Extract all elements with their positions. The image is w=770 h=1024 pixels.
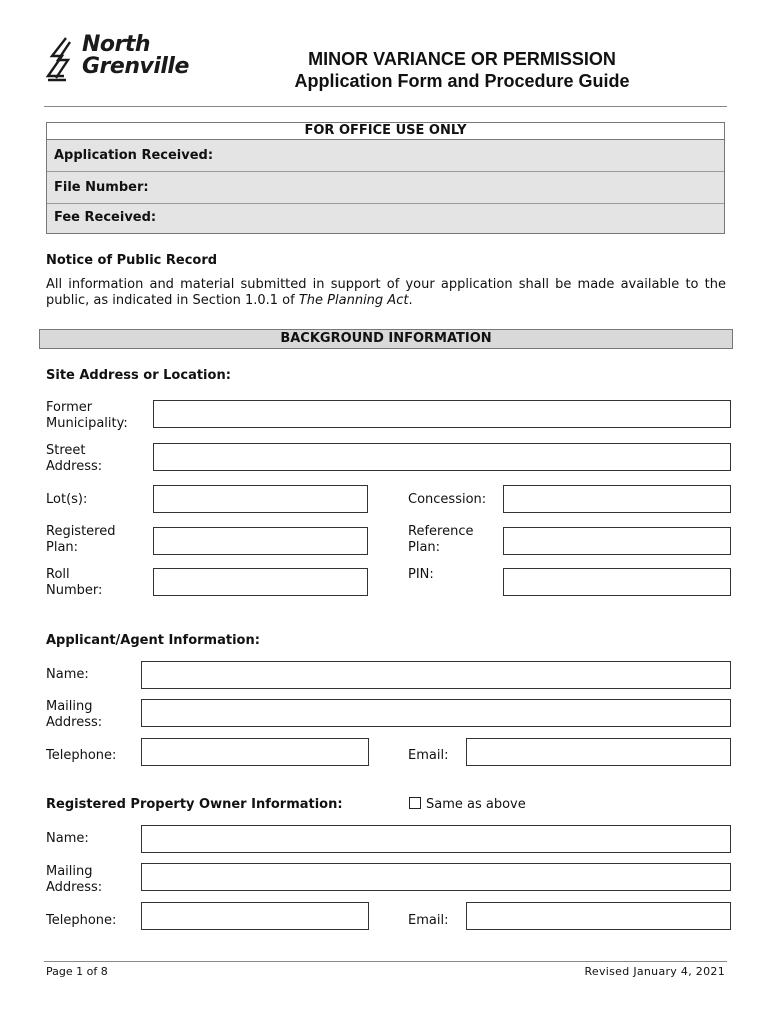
registered-plan-label-line2: Plan:	[46, 540, 79, 555]
applicant-heading: Applicant/Agent Information:	[46, 633, 260, 648]
roll-number-label	[46, 567, 102, 599]
same-as-above-checkbox[interactable]	[409, 797, 421, 809]
owner-mailing-address-input[interactable]	[141, 863, 731, 891]
applicant-name-input[interactable]	[141, 661, 731, 689]
roll-number-label-line2: Number:	[46, 583, 103, 598]
applicant-telephone-label: Telephone:	[46, 748, 117, 763]
page-number: Page 1 of 8	[46, 965, 108, 978]
applicant-email-input[interactable]	[466, 738, 731, 766]
street-address-label-line2: Address:	[46, 459, 103, 474]
logo-text-grenville: Grenville	[82, 54, 189, 79]
revision-date: Revised January 4, 2021	[584, 965, 725, 978]
lots-input[interactable]	[153, 485, 368, 513]
logo-mark-icon	[44, 36, 78, 88]
owner-telephone-input[interactable]	[141, 902, 369, 930]
owner-heading: Registered Property Owner Information:	[46, 797, 343, 812]
owner-mailing-label-line1: Mailing	[46, 864, 93, 879]
applicant-telephone-input[interactable]	[141, 738, 369, 766]
owner-name-label: Name:	[46, 831, 89, 846]
former-municipality-label	[46, 400, 128, 432]
applicant-mailing-address-label	[46, 699, 102, 731]
roll-number-input[interactable]	[153, 568, 368, 596]
site-address-heading: Site Address or Location:	[46, 368, 231, 383]
file-number-field: File Number:	[47, 172, 724, 204]
pin-input[interactable]	[503, 568, 731, 596]
title-line-1: MINOR VARIANCE OR PERMISSION	[308, 49, 616, 69]
header-divider	[44, 106, 727, 107]
owner-mailing-address-label	[46, 864, 102, 896]
street-address-input[interactable]	[153, 443, 731, 471]
reference-plan-label-line1: Reference	[408, 524, 474, 539]
street-address-label-line1: Street	[46, 443, 86, 458]
background-information-header: BACKGROUND INFORMATION	[39, 329, 733, 349]
reference-plan-label	[408, 524, 473, 556]
planning-act-reference: The Planning Act	[298, 293, 409, 308]
reference-plan-label-line2: Plan:	[408, 540, 441, 555]
lots-label: Lot(s):	[46, 492, 88, 507]
applicant-name-label: Name:	[46, 667, 89, 682]
owner-email-label: Email:	[408, 913, 449, 928]
registered-plan-label	[46, 524, 116, 556]
application-received-field: Application Received:	[47, 140, 724, 172]
owner-email-input[interactable]	[466, 902, 731, 930]
north-grenville-logo	[44, 32, 204, 94]
office-use-table	[46, 122, 725, 234]
owner-mailing-label-line2: Address:	[46, 880, 103, 895]
notice-text-end: .	[408, 293, 413, 308]
owner-name-input[interactable]	[141, 825, 731, 853]
title-line-2: Application Form and Procedure Guide	[294, 71, 630, 91]
registered-plan-label-line1: Registered	[46, 524, 116, 539]
notice-title: Notice of Public Record	[46, 253, 218, 268]
applicant-mailing-label-line1: Mailing	[46, 699, 93, 714]
logo-text-north: North	[82, 32, 151, 57]
former-municipality-input[interactable]	[153, 400, 731, 428]
owner-telephone-label: Telephone:	[46, 913, 117, 928]
former-municipality-label-line2: Municipality:	[46, 416, 128, 431]
same-as-above-option[interactable]	[409, 797, 526, 813]
applicant-mailing-label-line2: Address:	[46, 715, 103, 730]
fee-received-field: Fee Received:	[47, 204, 724, 233]
notice-text	[46, 277, 726, 309]
registered-plan-input[interactable]	[153, 527, 368, 555]
pin-label: PIN:	[408, 567, 434, 582]
concession-label: Concession:	[408, 492, 487, 507]
notice-text-main: All information and material submitted in support of your application shall be made available to the public, as indicated in Section 1.0.1 of	[46, 277, 726, 308]
applicant-email-label: Email:	[408, 748, 449, 763]
applicant-mailing-address-input[interactable]	[141, 699, 731, 727]
office-use-heading: FOR OFFICE USE ONLY	[47, 123, 724, 140]
footer-divider	[44, 961, 727, 962]
document-title	[262, 48, 662, 92]
concession-input[interactable]	[503, 485, 731, 513]
reference-plan-input[interactable]	[503, 527, 731, 555]
same-as-above-label: Same as above	[426, 797, 526, 812]
street-address-label	[46, 443, 102, 475]
former-municipality-label-line1: Former	[46, 400, 93, 415]
roll-number-label-line1: Roll	[46, 567, 70, 582]
